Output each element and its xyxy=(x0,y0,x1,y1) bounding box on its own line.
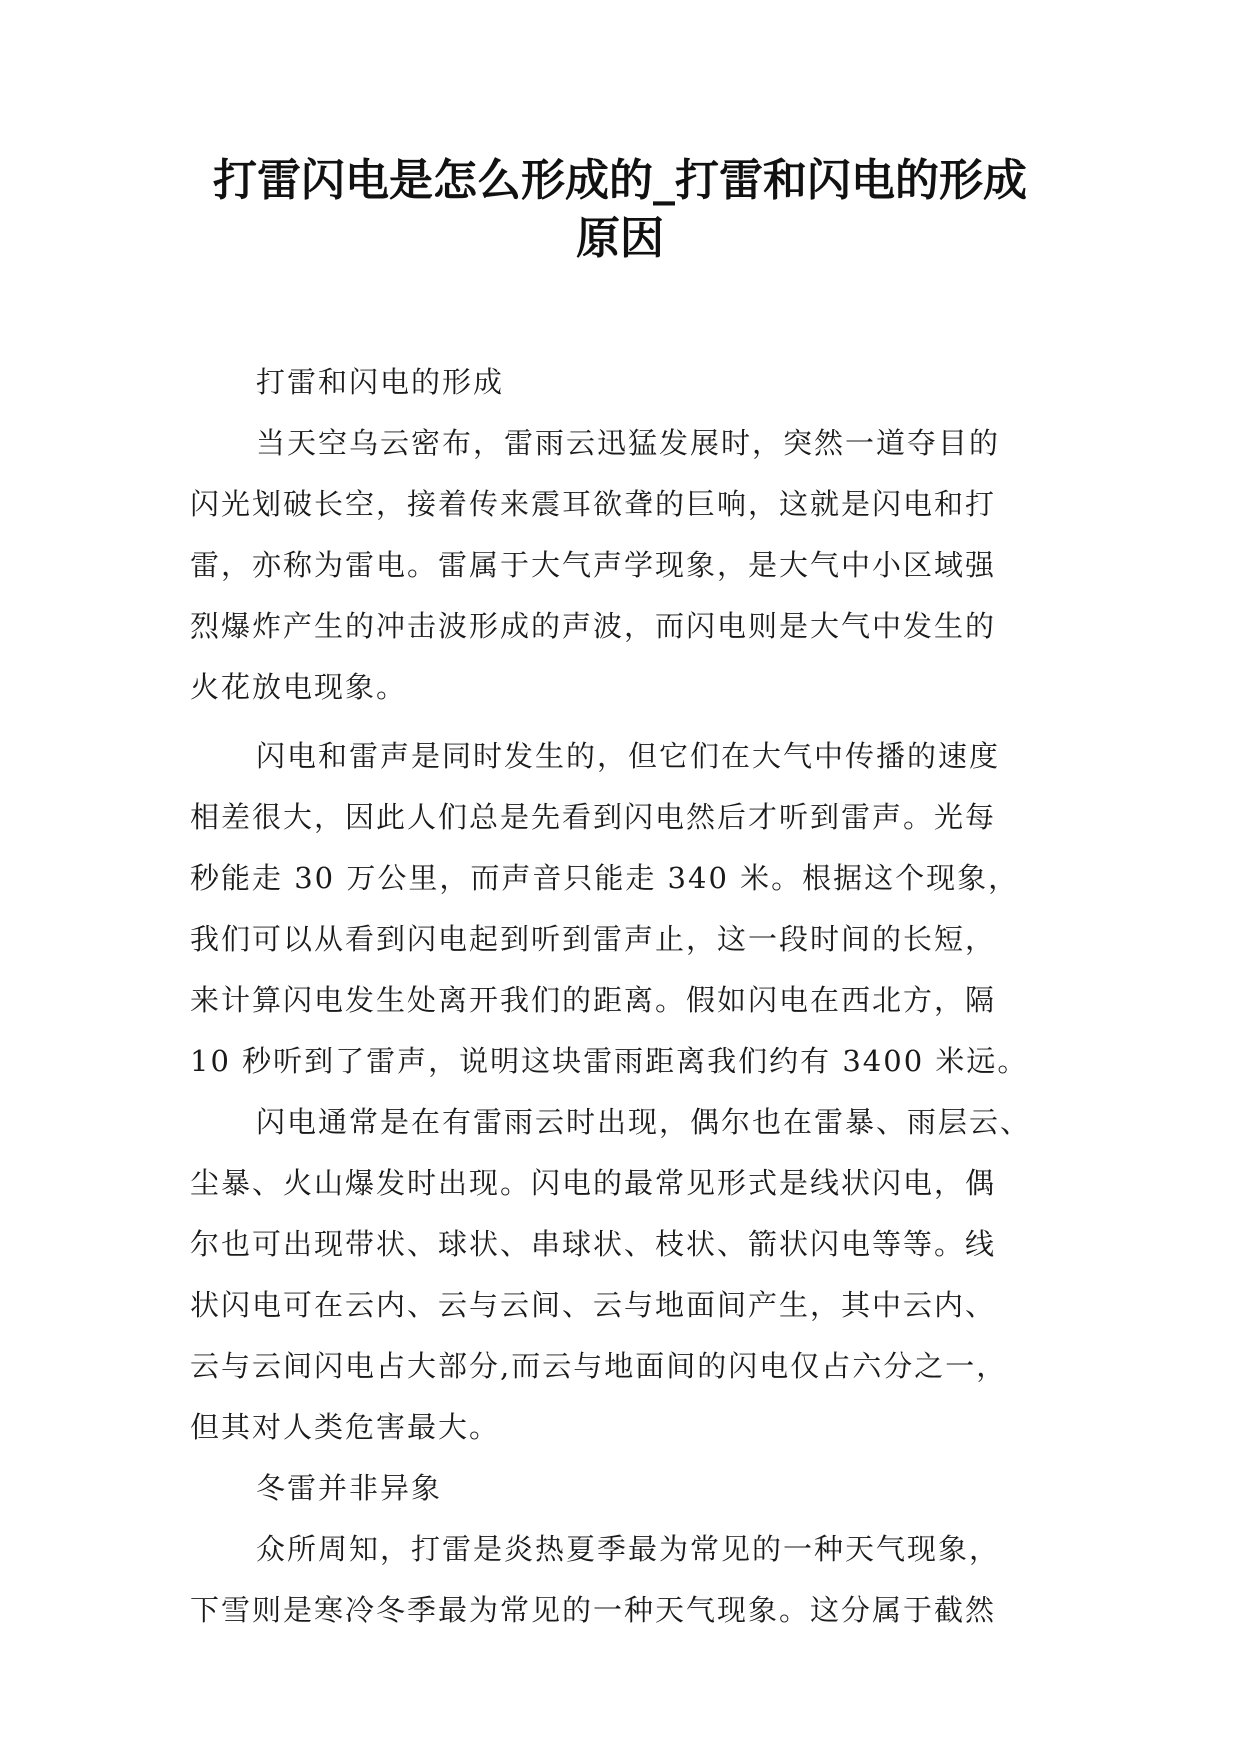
paragraph-line: 当天空乌云密布，雷雨云迅猛发展时，突然一道夺目的 xyxy=(256,426,1001,460)
paragraph-line: 10 秒听到了雷声，说明这块雷雨距离我们约有 3400 米远。 xyxy=(190,1044,1029,1078)
paragraph-line: 我们可以从看到闪电起到听到雷声止，这一段时间的长短， xyxy=(190,922,997,956)
paragraph-line: 尔也可出现带状、球状、串球状、枝状、箭状闪电等等。线 xyxy=(190,1227,997,1261)
paragraph-line: 火花放电现象。 xyxy=(190,670,408,704)
paragraph-line: 状闪电可在云内、云与云间、云与地面间产生，其中云内、 xyxy=(190,1288,997,1322)
paragraph-line: 云与云间闪电占大部分,而云与地面间的闪电仅占六分之一， xyxy=(190,1349,1008,1383)
paragraph-line: 下雪则是寒冷冬季最为常见的一种天气现象。这分属于截然 xyxy=(190,1593,997,1627)
paragraph-line: 众所周知，打雷是炎热夏季最为常见的一种天气现象， xyxy=(256,1532,1001,1566)
title-line-2: 原因 xyxy=(576,213,664,264)
document-body xyxy=(190,352,1070,1641)
paragraph-line: 闪电通常是在有雷雨云时出现，偶尔也在雷暴、雨层云、 xyxy=(256,1105,1032,1139)
paragraph-line: 闪光划破长空，接着传来震耳欲聋的巨响，这就是闪电和打 xyxy=(190,487,997,521)
paragraph-line: 雷，亦称为雷电。雷属于大气声学现象，是大气中小区域强 xyxy=(190,548,997,582)
section-heading-formation: 打雷和闪电的形成 xyxy=(256,365,505,399)
paragraph-line: 闪电和雷声是同时发生的，但它们在大气中传播的速度 xyxy=(256,739,1001,773)
paragraph-line: 来计算闪电发生处离开我们的距离。假如闪电在西北方，隔 xyxy=(190,983,997,1017)
section-heading-winter-thunder: 冬雷并非异象 xyxy=(256,1471,443,1505)
paragraph-line: 秒能走 30 万公里，而声音只能走 340 米。根据这个现象， xyxy=(190,861,1020,895)
paragraph-line: 尘暴、火山爆发时出现。闪电的最常见形式是线状闪电，偶 xyxy=(190,1166,997,1200)
paragraph-line: 烈爆炸产生的冲击波形成的声波，而闪电则是大气中发生的 xyxy=(190,609,997,643)
paragraph-line: 相差很大，因此人们总是先看到闪电然后才听到雷声。光每 xyxy=(190,800,997,834)
paragraph-line: 但其对人类危害最大。 xyxy=(190,1410,501,1444)
document-title xyxy=(190,152,1050,268)
title-line-1: 打雷闪电是怎么形成的_打雷和闪电的形成 xyxy=(213,155,1027,206)
